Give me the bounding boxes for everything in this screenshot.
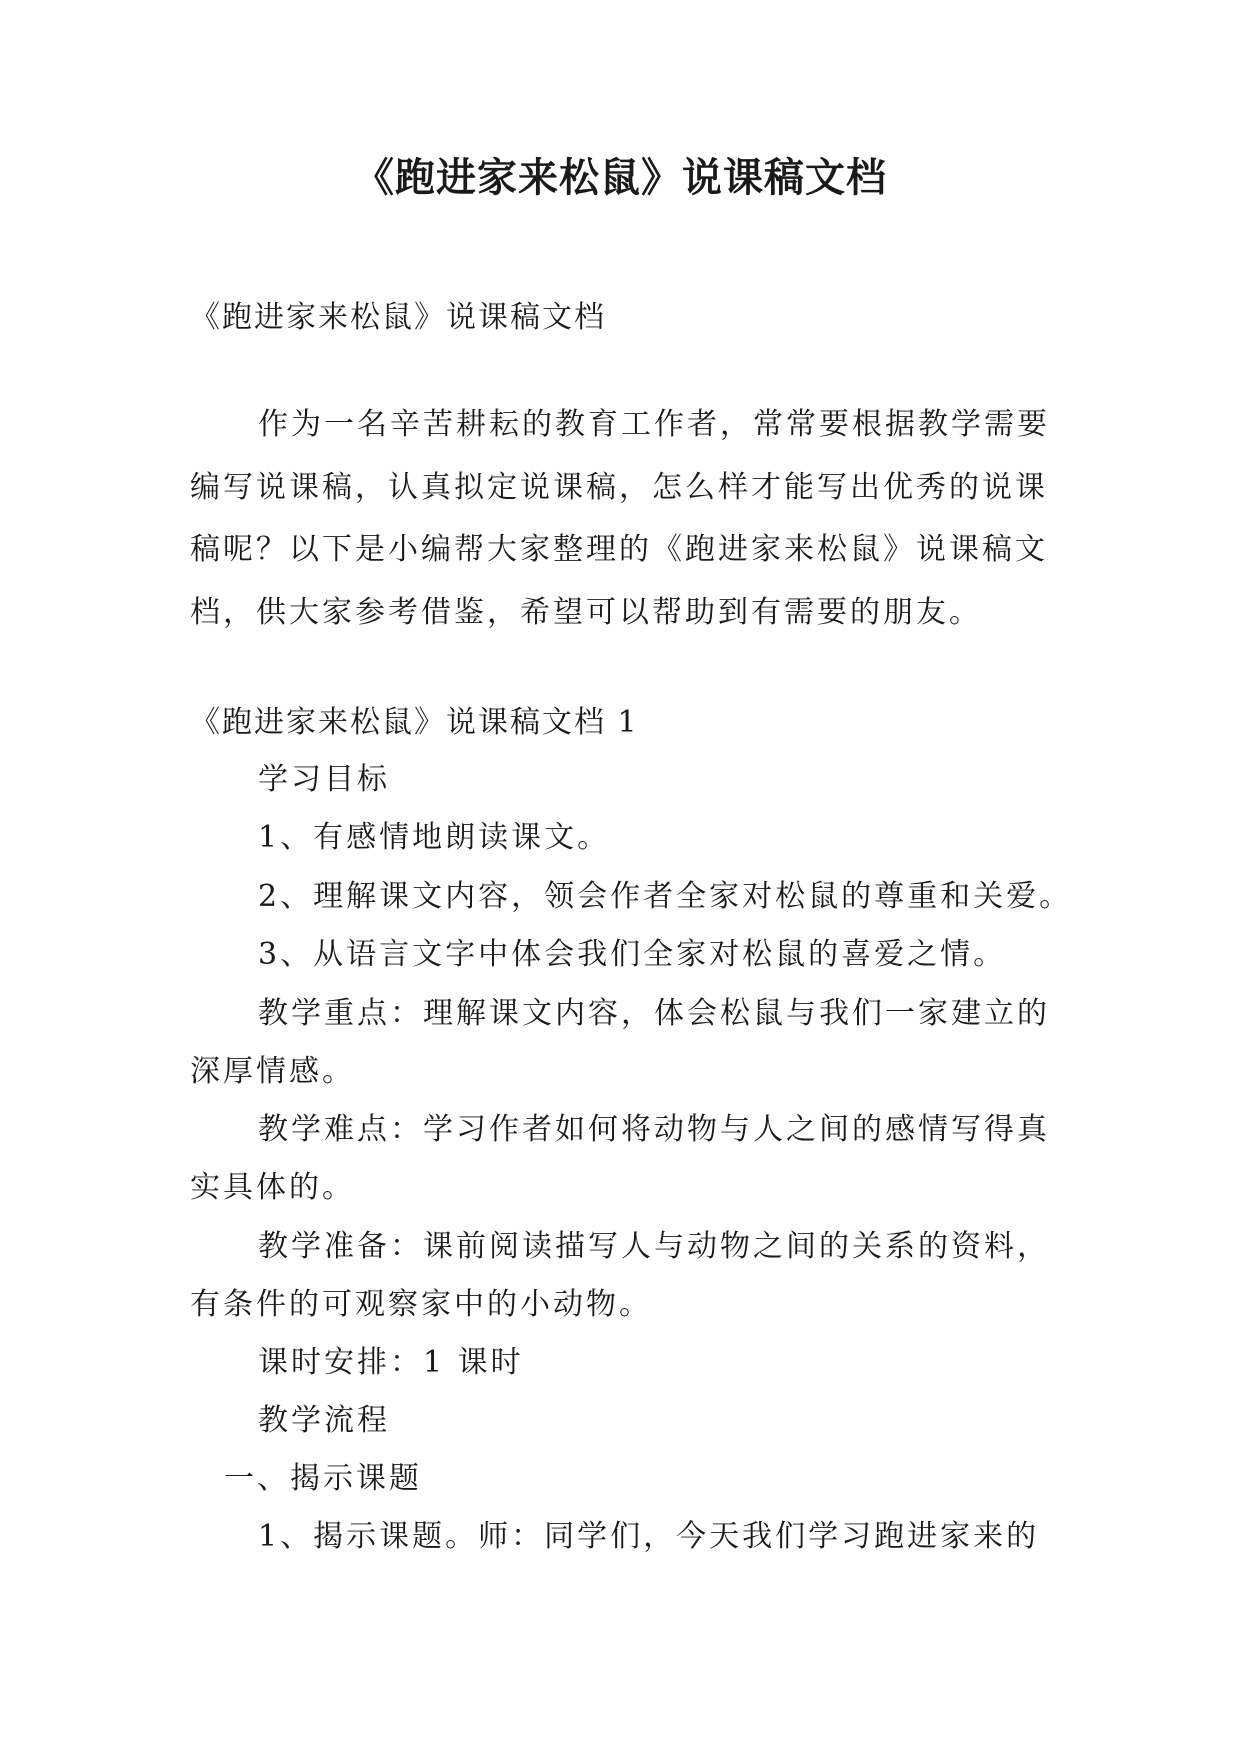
intro-line-2: 编写说课稿，认真拟定说课稿，怎么样才能写出优秀的说课 xyxy=(190,470,1048,505)
body-line-3: 2、理解课文内容，领会作者全家对松鼠的尊重和关爱。 xyxy=(258,879,1073,914)
section-heading: 《跑进家来松鼠》说课稿文档 1 xyxy=(190,705,639,740)
body-line-2: 1、有感情地朗读课文。 xyxy=(258,820,611,855)
body-line-4: 3、从语言文字中体会我们全家对松鼠的喜爱之情。 xyxy=(258,937,1007,972)
body-line-7: 教学难点：学习作者如何将动物与人之间的感情写得真 xyxy=(258,1112,1050,1147)
body-line-13: 一、揭示课题 xyxy=(224,1461,422,1496)
body-line-8: 实具体的。 xyxy=(190,1170,355,1205)
body-line-6: 深厚情感。 xyxy=(190,1054,355,1089)
intro-line-4: 档，供大家参考借鉴，希望可以帮助到有需要的朋友。 xyxy=(190,595,982,630)
body-line-12: 教学流程 xyxy=(258,1403,390,1438)
body-line-5: 教学重点：理解课文内容，体会松鼠与我们一家建立的 xyxy=(258,996,1050,1031)
document-title: 《跑进家来松鼠》说课稿文档 xyxy=(354,155,887,201)
intro-line-3: 稿呢？以下是小编帮大家整理的《跑进家来松鼠》说课稿文 xyxy=(190,532,1048,567)
body-line-1: 学习目标 xyxy=(258,762,390,797)
body-line-10: 有条件的可观察家中的小动物。 xyxy=(190,1287,652,1322)
document-subtitle: 《跑进家来松鼠》说课稿文档 xyxy=(190,300,606,335)
intro-line-1: 作为一名辛苦耕耘的教育工作者，常常要根据教学需要 xyxy=(258,407,1050,442)
body-line-11: 课时安排：1 课时 xyxy=(258,1345,524,1380)
body-line-9: 教学准备：课前阅读描写人与动物之间的关系的资料， xyxy=(258,1229,1050,1264)
body-line-14: 1、揭示课题。师：同学们，今天我们学习跑进家来的 xyxy=(258,1519,1040,1554)
